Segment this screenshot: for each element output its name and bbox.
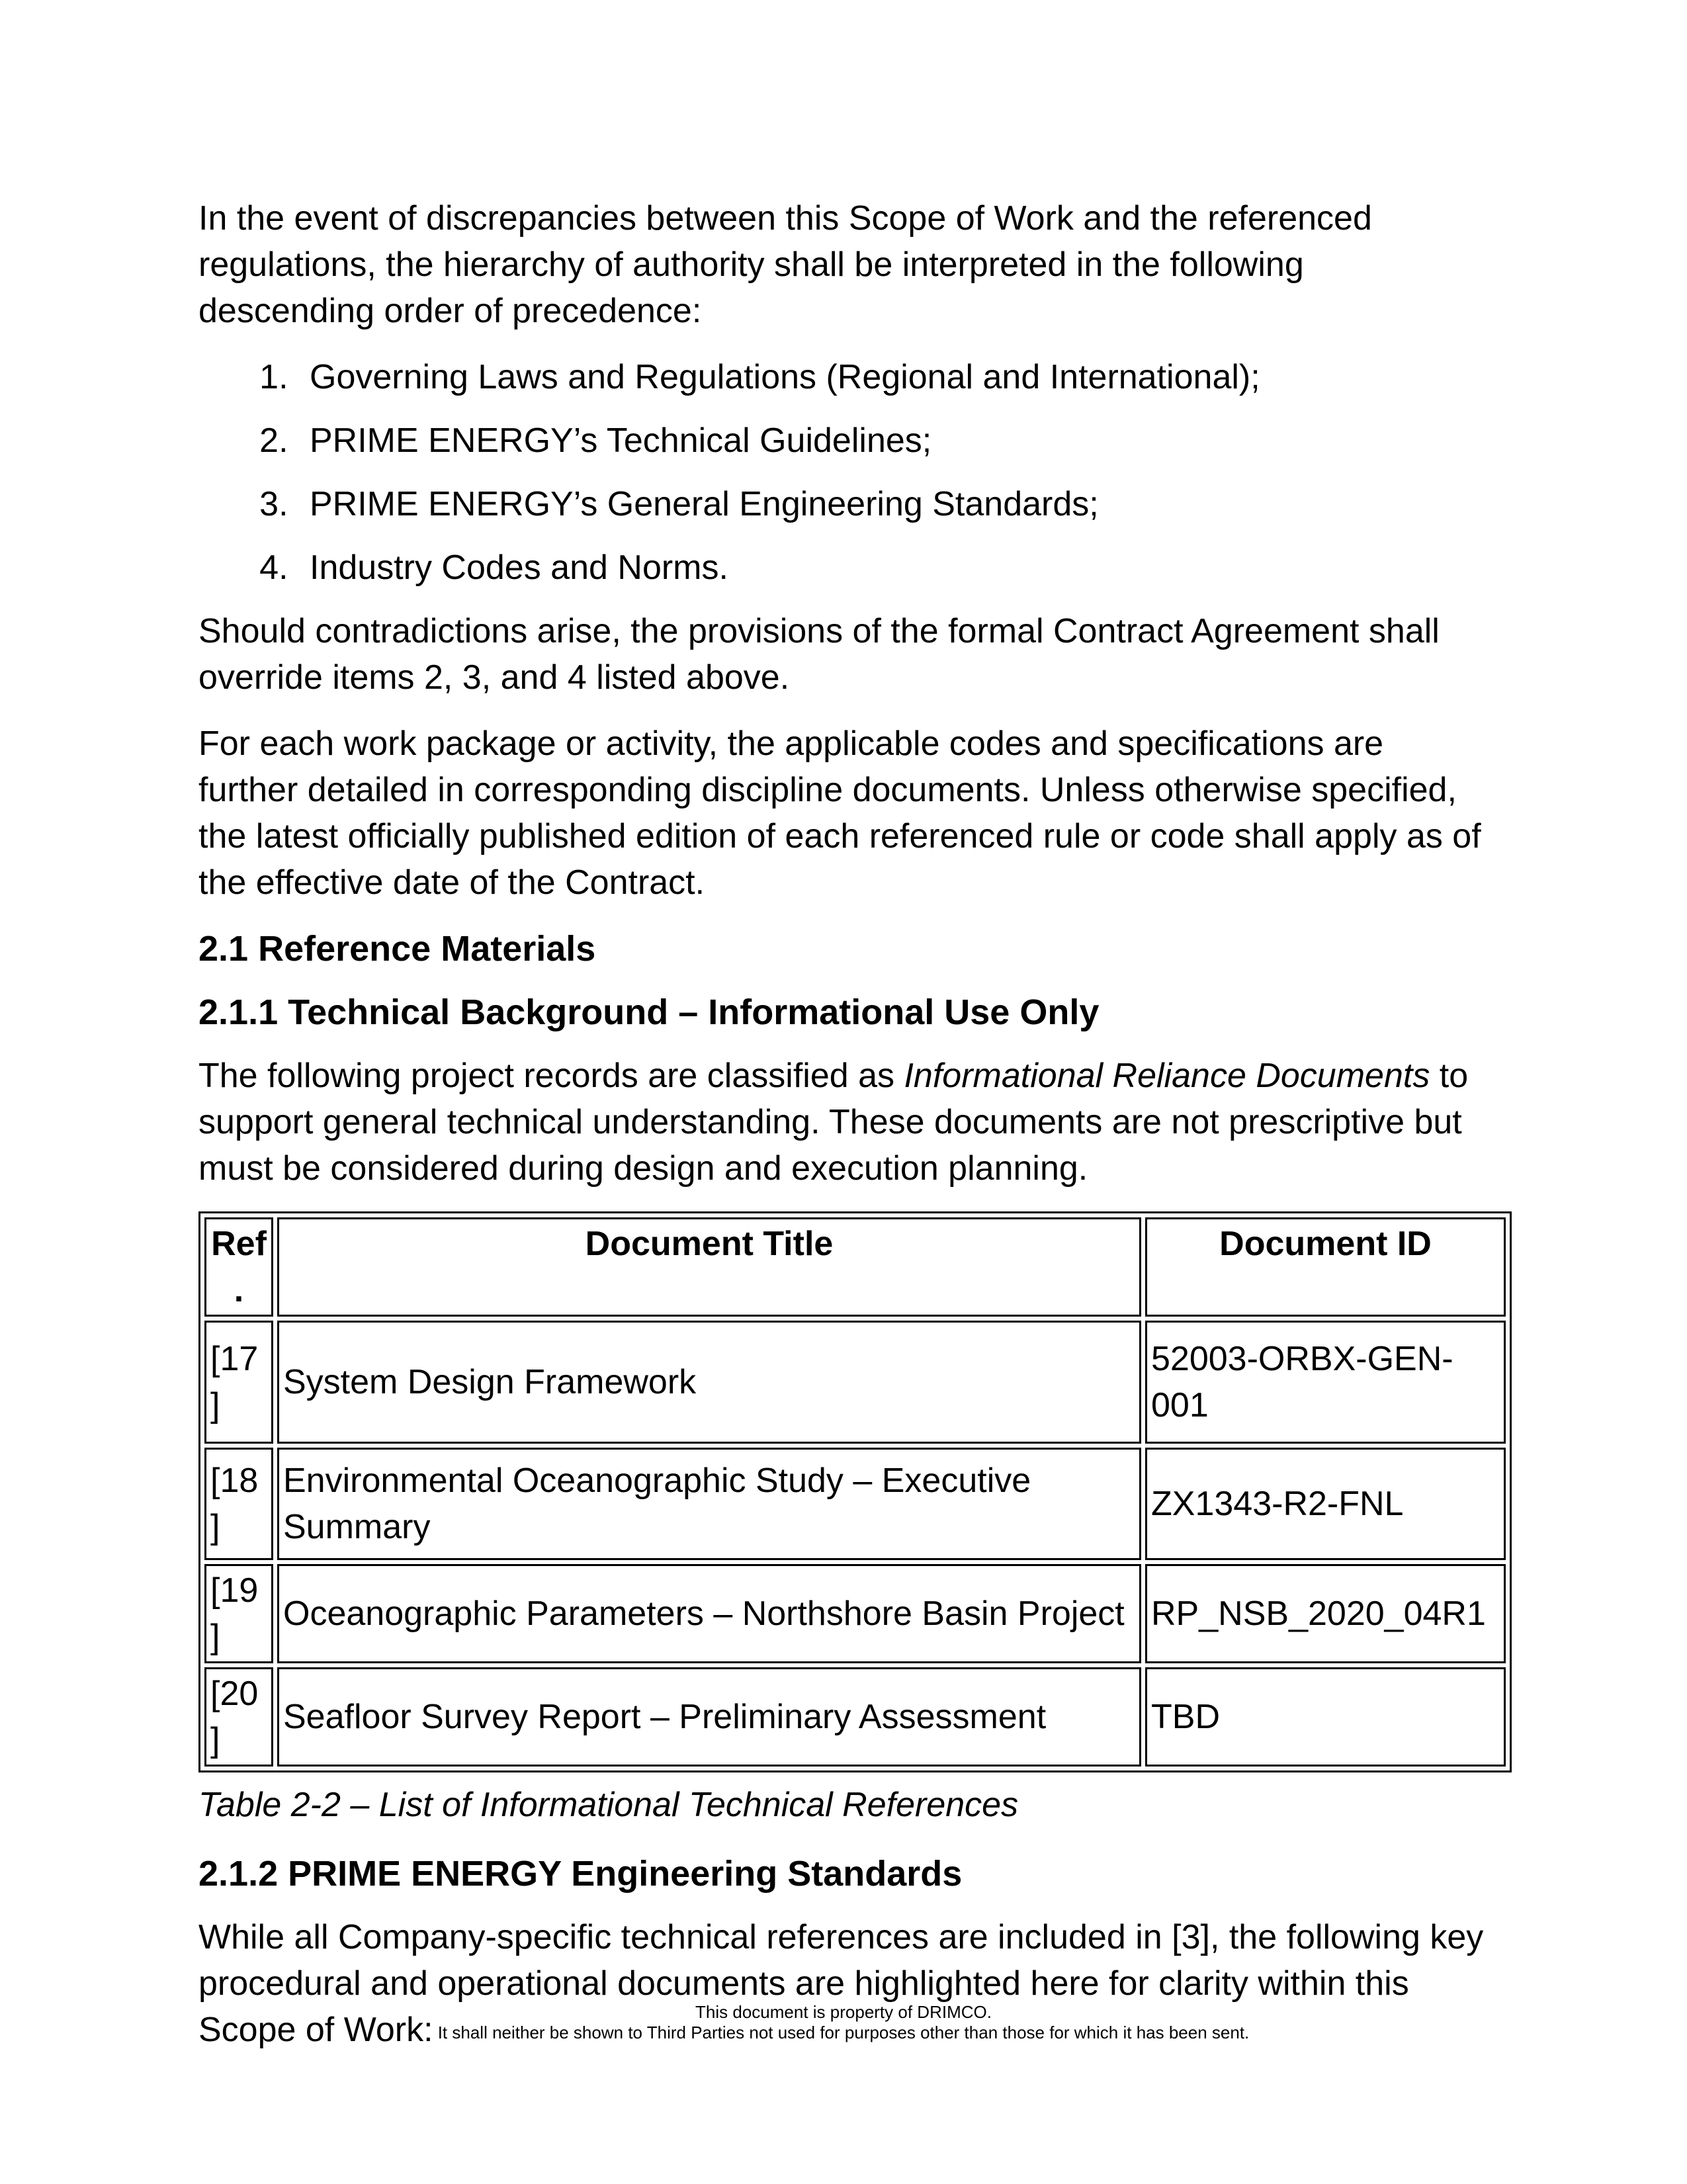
precedence-list — [198, 354, 1489, 591]
heading-2-1-2-engineering-standards: 2.1.2 PRIME ENERGY Engineering Standards — [198, 1854, 963, 1894]
paragraph-company-standards: While all Company-specific technical references are included in [3], the following key procedural and operational documents are highlighted here for clarity within this Scope of Work: — [198, 1918, 1484, 2049]
footer-line-2: It shall neither be shown to Third Parties not used for purposes other than those for which it has been sent. — [437, 2023, 1250, 2042]
page-footer — [0, 2002, 1687, 2043]
ref-cell: [19] — [204, 1564, 273, 1663]
ref-cell: [20] — [204, 1667, 273, 1767]
precedence-list-item: 3. PRIME ENERGY’s General Engineering Standards; — [298, 481, 1489, 527]
id-cell: TBD — [1145, 1667, 1506, 1767]
id-cell: 52003-ORBX-GEN-001 — [1145, 1321, 1506, 1444]
precedence-list-item: 1. Governing Laws and Regulations (Regional and International); — [298, 354, 1489, 400]
heading-2-1-reference-materials: 2.1 Reference Materials — [198, 929, 596, 969]
precedence-list-item: 4. Industry Codes and Norms. — [298, 545, 1489, 591]
table-row — [204, 1667, 1506, 1767]
table-body — [204, 1321, 1506, 1767]
paragraph-reference-documents — [198, 1053, 1489, 1192]
table-row — [204, 1448, 1506, 1560]
title-cell: Oceanographic Parameters – Northshore Basin Project — [277, 1564, 1141, 1663]
informational-references-table — [198, 1211, 1512, 1772]
reference-paragraph-suffix: to support general technical understanding. These documents are not prescriptive but must be considered during design and execution planning. — [198, 1057, 1469, 1188]
table-header-document-title: Document Title — [277, 1217, 1141, 1317]
id-cell: ZX1343-R2-FNL — [1145, 1448, 1506, 1560]
table-caption: Table 2-2 – List of Informational Technical References — [198, 1786, 1019, 1824]
paragraph-contradictions: Should contradictions arise, the provisions of the formal Contract Agreement shall override items 2, 3, and 4 listed above. — [198, 612, 1440, 697]
title-cell: Environmental Oceanographic Study – Executive Summary — [277, 1448, 1141, 1560]
reference-paragraph-italic-term: Informational Reliance Documents — [904, 1057, 1430, 1095]
paragraph-codes-editions: For each work package or activity, the applicable codes and specifications are further detailed in corresponding discipline documents. Unless otherwise specified, the latest officially published edition of each referenced rule or code shall apply as of the effective date of the Contract. — [198, 724, 1481, 902]
table-header-row — [204, 1217, 1506, 1317]
ref-cell: [17] — [204, 1321, 273, 1444]
paragraph-precedence-intro: In the event of discrepancies between this Scope of Work and the referenced regulations, the hierarchy of authority shall be interpreted in the following descending order of precedence: — [198, 199, 1372, 330]
reference-paragraph-prefix: The following project records are classified as — [198, 1057, 904, 1095]
table-row — [204, 1321, 1506, 1444]
table-row — [204, 1564, 1506, 1663]
footer-line-1: This document is property of DRIMCO. — [695, 2002, 992, 2022]
precedence-list-item: 2. PRIME ENERGY’s Technical Guidelines; — [298, 417, 1489, 464]
title-cell: System Design Framework — [277, 1321, 1141, 1444]
table-header-ref: Ref. — [204, 1217, 273, 1317]
title-cell: Seafloor Survey Report – Preliminary Assessment — [277, 1667, 1141, 1767]
heading-2-1-1-technical-background: 2.1.1 Technical Background – Informational Use Only — [198, 992, 1100, 1032]
table-header-document-id: Document ID — [1145, 1217, 1506, 1317]
id-cell: RP_NSB_2020_04R1 — [1145, 1564, 1506, 1663]
ref-cell: [18] — [204, 1448, 273, 1560]
spacer — [198, 1828, 1489, 1844]
